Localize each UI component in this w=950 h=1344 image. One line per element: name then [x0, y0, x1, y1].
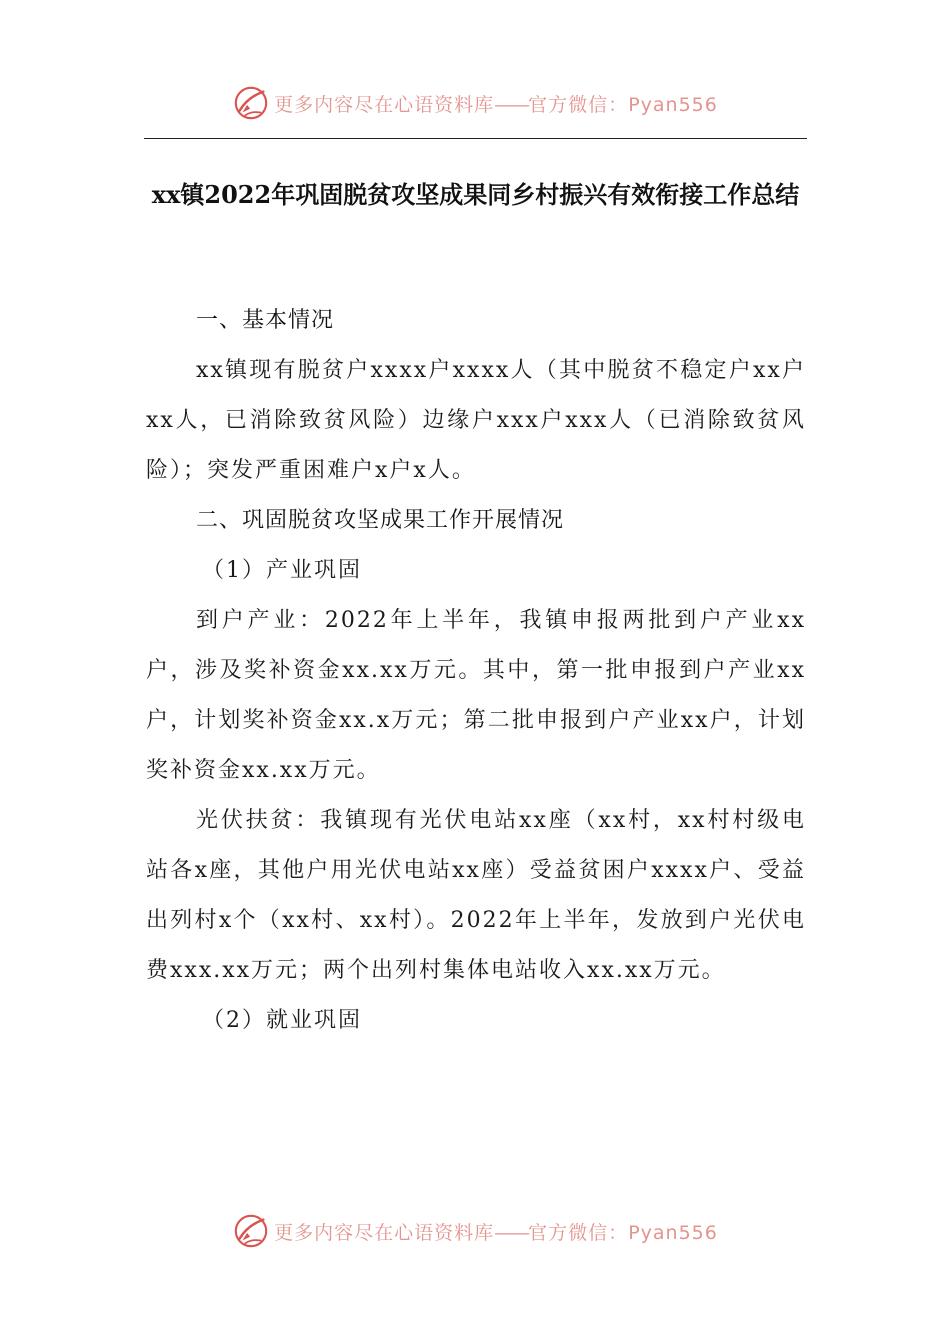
watermark-text [274, 90, 718, 117]
watermark-slogan: 更多内容尽在心语资料库 [274, 1221, 495, 1244]
watermark-text [274, 1218, 718, 1245]
paragraph: xx镇现有脱贫户xxxx户xxxx人（其中脱贫不稳定户xx户xx人，已消除致贫风险）边缘户xxx户xxx人（已消除致贫风险）；突发严重困难户x户x人。 [146, 358, 806, 483]
pen-circle-logo-icon [232, 1212, 270, 1250]
watermark-dash: —— [494, 1221, 529, 1244]
paragraph: 到户产业：2022年上半年，我镇申报两批到户产业xx户，涉及奖补资金xx.xx万元。其中，第一批申报到户产业xx户，计划奖补资金xx.x万元；第二批申报到户产业xx户，计划奖补资金xx.xx万元。 [146, 608, 806, 783]
watermark-wechat-label: 官方微信： [528, 93, 629, 116]
watermark-wechat-id: Pyan556 [628, 1221, 718, 1244]
watermark-wechat-id: Pyan556 [628, 93, 718, 116]
header-divider [144, 138, 807, 139]
section-heading: 二、巩固脱贫攻坚成果工作开展情况 [196, 508, 565, 533]
footer-watermark [0, 1206, 950, 1256]
watermark-dash: —— [494, 93, 529, 116]
subsection-heading: （1）产业巩固 [202, 558, 362, 583]
document-title: xx镇2022年巩固脱贫攻坚成果同乡村振兴有效衔接工作总结 [151, 180, 800, 209]
section-heading: 一、基本情况 [196, 308, 335, 333]
watermark-wechat-label: 官方微信： [528, 1221, 629, 1244]
document-body [146, 296, 806, 1046]
watermark-slogan: 更多内容尽在心语资料库 [274, 93, 495, 116]
pen-circle-logo-icon [232, 84, 270, 122]
subsection-heading: （2）就业巩固 [202, 1008, 362, 1033]
paragraph: 光伏扶贫：我镇现有光伏电站xx座（xx村，xx村村级电站各x座，其他户用光伏电站xx座）受益贫困户xxxx户、受益出列村x个（xx村、xx村）。2022年上半年，发放到户光伏电费xxx.xx万元；两个出列村集体电站收入xx.xx万元。 [146, 808, 806, 983]
header-watermark [0, 78, 950, 128]
